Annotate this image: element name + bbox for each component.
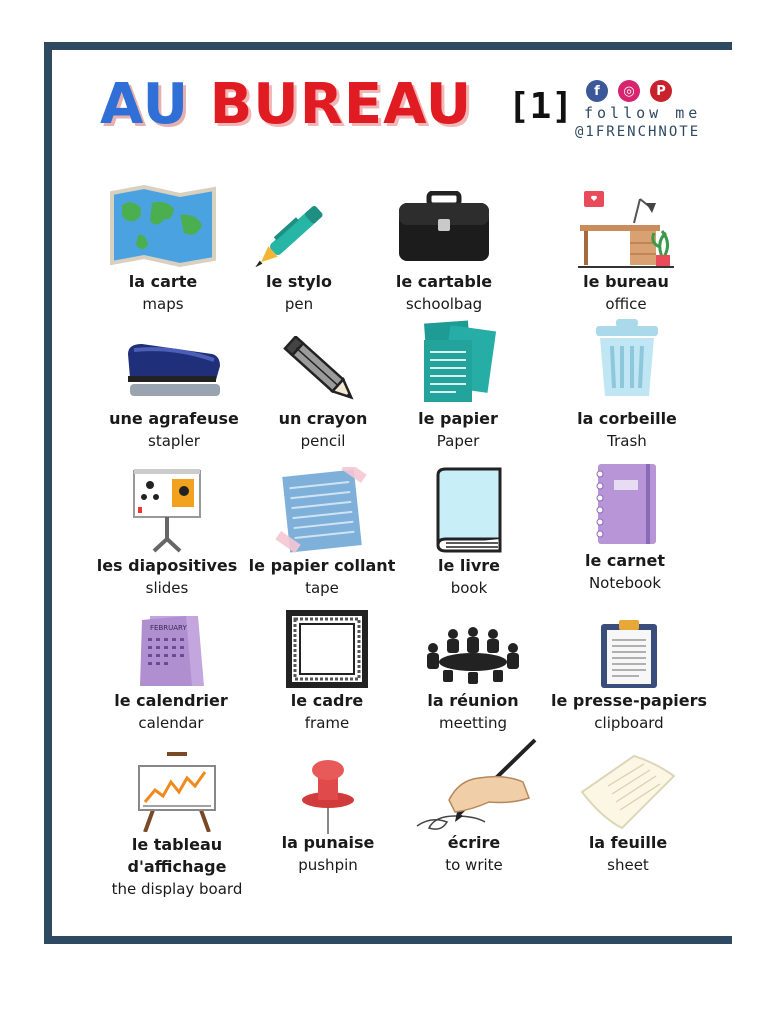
english-translation: office — [605, 295, 647, 313]
vocab-item — [541, 185, 711, 315]
pushpin-icon — [298, 758, 358, 836]
meeting-icon — [423, 624, 523, 684]
english-translation: the display board — [111, 880, 243, 898]
map-icon — [108, 185, 218, 267]
english-translation: tape — [305, 579, 339, 597]
sheet-icon — [578, 752, 678, 832]
notebook-icon — [590, 462, 660, 546]
instagram-icon[interactable]: ◎ — [618, 80, 640, 102]
vocab-item — [542, 318, 712, 458]
french-word: le presse-papiers — [550, 691, 708, 710]
english-translation: Paper — [436, 432, 480, 450]
french-word: le bureau — [583, 272, 669, 291]
paper-icon — [416, 320, 500, 404]
desk-icon — [578, 187, 674, 269]
french-word: la corbeille — [577, 409, 677, 428]
vocab-item — [359, 185, 529, 315]
english-translation: maps — [142, 295, 184, 313]
french-word: le stylo — [266, 272, 332, 291]
french-word: le cartable — [395, 272, 493, 291]
vocab-item — [89, 330, 259, 460]
writing-hand-icon — [409, 738, 539, 834]
book-icon — [432, 467, 506, 553]
vocab-item — [540, 460, 710, 600]
french-word: les diapositives — [96, 556, 238, 575]
french-word: la punaise — [281, 833, 375, 852]
vocab-item — [373, 320, 543, 460]
pinterest-icon[interactable]: P — [650, 80, 672, 102]
english-translation: pencil — [300, 432, 346, 450]
facebook-icon[interactable]: f — [586, 80, 608, 102]
social-handle[interactable]: @1FRENCHNOTE — [575, 124, 701, 140]
vocab-item — [389, 738, 559, 878]
clipboard-icon — [599, 618, 659, 690]
display-board-icon — [137, 752, 217, 832]
title-au: AU — [100, 72, 190, 137]
english-translation: slides — [145, 579, 189, 597]
title-number: [1] — [508, 86, 574, 127]
tape-icon — [274, 467, 370, 553]
english-translation: pushpin — [298, 856, 358, 874]
french-word: écrire — [447, 833, 501, 852]
french-word: le tableau d'affichage — [127, 835, 227, 876]
english-translation: schoolbag — [405, 295, 483, 313]
french-word: un crayon — [278, 409, 368, 428]
french-word: la carte — [128, 272, 198, 291]
vocab-item — [86, 610, 256, 740]
english-translation: book — [450, 579, 488, 597]
french-word: le carnet — [585, 551, 665, 570]
french-word: le cadre — [290, 691, 364, 710]
french-word: la feuille — [588, 833, 668, 852]
french-word: le papier collant — [248, 556, 396, 575]
follow-text: follow me — [584, 104, 702, 122]
briefcase-icon — [397, 191, 491, 263]
vocab-item — [242, 610, 412, 740]
social-links — [586, 80, 672, 102]
stapler-icon — [124, 340, 224, 402]
slides-icon — [132, 467, 202, 553]
french-word: une agrafeuse — [109, 409, 239, 428]
french-word: le calendrier — [114, 691, 228, 710]
vocab-item — [82, 465, 252, 605]
page-title — [100, 72, 472, 137]
english-translation: meetting — [438, 714, 508, 732]
french-word: le livre — [437, 556, 501, 575]
english-translation: pen — [284, 295, 314, 313]
title-bureau: BUREAU — [209, 72, 473, 137]
english-translation: Trash — [607, 432, 647, 450]
pencil-icon — [283, 336, 363, 408]
english-translation: clipboard — [594, 714, 664, 732]
english-translation: to write — [445, 856, 503, 874]
english-translation: sheet — [607, 856, 649, 874]
vocab-item — [237, 465, 407, 605]
calendar-icon — [136, 612, 206, 688]
english-translation: Notebook — [588, 574, 662, 592]
trash-icon — [592, 318, 662, 398]
calendar-month: FEBRUARY — [150, 624, 187, 632]
english-translation: calendar — [138, 714, 204, 732]
french-word: le papier — [418, 409, 498, 428]
english-translation: frame — [304, 714, 350, 732]
vocab-item — [384, 465, 554, 605]
french-word: la réunion — [427, 691, 519, 710]
frame-icon — [286, 610, 368, 688]
vocab-item — [388, 610, 558, 740]
vocab-item — [544, 610, 714, 740]
vocab-item — [243, 752, 413, 882]
vocab-item — [92, 752, 262, 902]
pen-icon — [254, 189, 344, 267]
vocab-item — [543, 752, 713, 882]
english-translation: stapler — [148, 432, 200, 450]
